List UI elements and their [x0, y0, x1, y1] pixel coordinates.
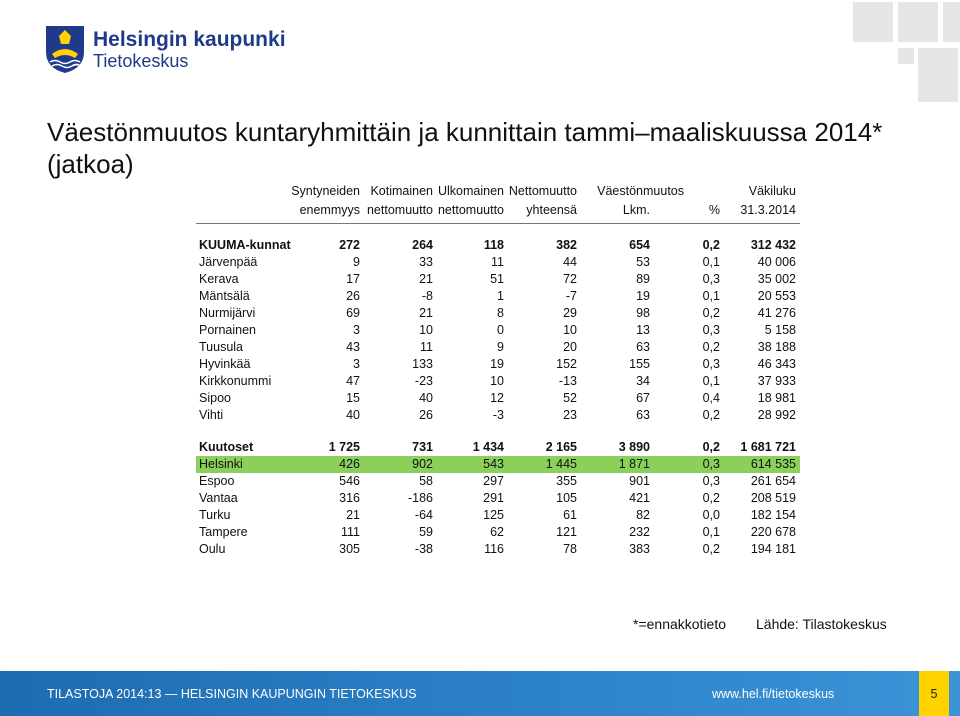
cell-births: 111 [340, 525, 360, 539]
header-netmig-line2: yhteensä [526, 203, 577, 217]
deco-square [898, 2, 938, 42]
table-row [196, 524, 800, 541]
cell-netmig: 382 [556, 238, 577, 252]
cell-percent: 0,2 [702, 238, 720, 252]
cell-count: 383 [629, 542, 650, 556]
header-births-line1: Syntyneiden [291, 184, 360, 198]
cell-percent: 0,2 [702, 408, 720, 422]
cell-births: 272 [339, 238, 360, 252]
cell-population: 208 519 [750, 491, 796, 505]
header-count: Lkm. [622, 203, 650, 217]
row-name: Järvenpää [199, 255, 258, 269]
cell-count: 901 [629, 474, 650, 488]
table-row [196, 339, 800, 356]
cell-foreign: 0 [497, 323, 504, 337]
cell-foreign: 62 [490, 525, 504, 539]
cell-domestic: 21 [419, 272, 433, 286]
cell-population: 40 006 [757, 255, 796, 269]
cell-births: 26 [346, 289, 360, 303]
cell-births: 3 [353, 357, 360, 371]
cell-population: 20 553 [757, 289, 796, 303]
table-row [196, 356, 800, 373]
row-name: Helsinki [199, 457, 243, 471]
city-logo [44, 24, 284, 74]
cell-count: 63 [636, 408, 650, 422]
row-name: Mäntsälä [199, 289, 250, 303]
cell-domestic: 26 [419, 408, 433, 422]
cell-netmig: 29 [563, 306, 577, 320]
cell-count: 654 [629, 238, 650, 252]
row-name: Kirkkonummi [199, 374, 272, 388]
cell-domestic: 264 [412, 238, 433, 252]
cell-births: 69 [346, 306, 360, 320]
header-netmig-line1: Nettomuutto [508, 184, 577, 198]
cell-percent: 0,3 [702, 457, 720, 471]
cell-count: 155 [629, 357, 650, 371]
page-number: 5 [930, 687, 938, 701]
cell-foreign: 1 [497, 289, 504, 303]
cell-births: 316 [339, 491, 360, 505]
row-name: Hyvinkää [199, 357, 251, 371]
cell-births: 305 [339, 542, 360, 556]
row-name: Vantaa [199, 491, 238, 505]
cell-netmig: 52 [563, 391, 577, 405]
cell-netmig: 121 [556, 525, 577, 539]
cell-foreign: 543 [483, 457, 504, 471]
header-popchange-line1: Väestönmuutos [597, 184, 684, 198]
footer-bar [0, 671, 960, 716]
cell-foreign: 125 [483, 508, 504, 522]
cell-percent: 0,2 [702, 340, 720, 354]
footer-publication: TILASTOJA 2014:13 — HELSINGIN KAUPUNGIN TIETOKESKUS [47, 687, 417, 701]
deco-square [853, 2, 893, 42]
cell-domestic: -23 [414, 374, 433, 388]
logo-text-unit: Tietokeskus [93, 51, 189, 71]
cell-percent: 0,3 [702, 323, 720, 337]
table-row [196, 541, 800, 558]
table-row [196, 390, 800, 407]
cell-population: 18 981 [757, 391, 796, 405]
cell-percent: 0,2 [702, 542, 720, 556]
cell-foreign: 10 [490, 374, 504, 388]
cell-count: 53 [636, 255, 650, 269]
header-domestic-line1: Kotimainen [370, 184, 433, 198]
cell-foreign: 291 [483, 491, 504, 505]
cell-population: 37 933 [757, 374, 796, 388]
cell-count: 82 [636, 508, 650, 522]
row-name: Sipoo [199, 391, 231, 405]
cell-foreign: 118 [483, 238, 504, 252]
cell-domestic: 731 [412, 440, 433, 454]
cell-foreign: 19 [490, 357, 504, 371]
cell-population: 41 276 [757, 306, 796, 320]
table-row [196, 288, 800, 305]
cell-foreign: 116 [484, 542, 504, 556]
row-name: Nurmijärvi [199, 306, 256, 320]
table-row [196, 507, 800, 524]
row-name: Oulu [199, 542, 226, 556]
helsinki-crest-icon [44, 24, 86, 74]
cell-births: 3 [353, 323, 360, 337]
cell-percent: 0,3 [702, 474, 720, 488]
header-population-line2: 31.3.2014 [740, 203, 796, 217]
cell-domestic: -8 [421, 289, 433, 303]
cell-netmig: 2 165 [545, 440, 577, 454]
table-row [196, 305, 800, 322]
cell-births: 546 [339, 474, 360, 488]
cell-netmig: 44 [563, 255, 577, 269]
cell-netmig: 23 [563, 408, 577, 422]
cell-population: 220 678 [750, 525, 796, 539]
row-name: Pornainen [199, 323, 256, 337]
cell-netmig: 72 [563, 272, 577, 286]
preliminary-note: *=ennakkotieto [633, 616, 727, 632]
header-domestic-line2: nettomuutto [366, 203, 433, 217]
row-name: Kerava [199, 272, 239, 286]
cell-foreign: 8 [497, 306, 504, 320]
cell-netmig: 61 [563, 508, 577, 522]
table-row [196, 254, 800, 271]
cell-births: 426 [339, 457, 360, 471]
cell-foreign: 9 [497, 340, 504, 354]
cell-count: 3 890 [618, 440, 650, 454]
cell-domestic: 59 [419, 525, 433, 539]
cell-births: 9 [353, 255, 360, 269]
row-name: KUUMA-kunnat [199, 238, 291, 252]
table-row [196, 407, 800, 424]
header-percent: % [708, 203, 720, 217]
cell-births: 17 [346, 272, 360, 286]
cell-domestic: 21 [419, 306, 433, 320]
logo-text-city: Helsingin kaupunki [93, 28, 286, 51]
table-row [196, 490, 800, 507]
cell-netmig: 1 445 [545, 457, 577, 471]
cell-domestic: 40 [419, 391, 433, 405]
row-name: Kuutoset [199, 440, 254, 454]
cell-population: 1 681 721 [740, 440, 796, 454]
cell-count: 89 [636, 272, 650, 286]
cell-births: 40 [346, 408, 360, 422]
cell-percent: 0,1 [702, 374, 720, 388]
header-divider [196, 223, 800, 224]
row-name: Tampere [199, 525, 248, 539]
table-row-highlighted [196, 456, 800, 473]
cell-births: 47 [346, 374, 360, 388]
cell-netmig: 10 [563, 323, 577, 337]
page-number-box [919, 671, 949, 716]
cell-births: 21 [346, 508, 360, 522]
cell-domestic: -186 [407, 491, 433, 505]
cell-domestic: -38 [414, 542, 433, 556]
row-name: Tuusula [199, 340, 244, 354]
cell-count: 63 [636, 340, 650, 354]
cell-domestic: 10 [419, 323, 433, 337]
cell-percent: 0,1 [702, 525, 720, 539]
cell-percent: 0,1 [702, 255, 720, 269]
cell-domestic: 33 [419, 255, 433, 269]
page-title: Väestönmuutos kuntaryhmittäin ja kunnittain tammi–maaliskuussa 2014* (jatkoa) [47, 117, 883, 179]
header-foreign-line2: nettomuutto [437, 203, 504, 217]
cell-births: 1 725 [328, 440, 360, 454]
table-row [196, 322, 800, 339]
cell-population: 194 181 [750, 542, 796, 556]
cell-netmig: 152 [556, 357, 577, 371]
cell-count: 1 871 [618, 457, 650, 471]
cell-count: 13 [636, 323, 650, 337]
header-births-line2: enemmyys [299, 203, 360, 217]
cell-births: 15 [346, 391, 360, 405]
cell-population: 614 535 [750, 457, 796, 471]
deco-square [918, 48, 958, 102]
cell-foreign: 12 [490, 391, 504, 405]
cell-count: 67 [636, 391, 650, 405]
cell-domestic: 58 [419, 474, 433, 488]
cell-foreign: -3 [492, 408, 504, 422]
cell-count: 98 [636, 306, 650, 320]
cell-count: 34 [636, 374, 650, 388]
cell-foreign: 1 434 [472, 440, 504, 454]
footer-website-link[interactable]: www.hel.fi/tietokeskus [712, 687, 835, 701]
table-row [196, 473, 800, 490]
cell-percent: 0,3 [702, 357, 720, 371]
cell-domestic: 902 [412, 457, 433, 471]
cell-percent: 0,4 [702, 391, 720, 405]
cell-netmig: 355 [556, 474, 577, 488]
cell-count: 19 [636, 289, 650, 303]
table-row [196, 439, 800, 456]
cell-count: 232 [629, 525, 650, 539]
cell-foreign: 297 [483, 474, 504, 488]
cell-population: 28 992 [757, 408, 796, 422]
cell-count: 421 [629, 491, 650, 505]
deco-square [898, 48, 914, 64]
row-name: Vihti [199, 408, 224, 422]
cell-population: 5 158 [764, 323, 796, 337]
table-row [196, 373, 800, 390]
row-name: Turku [199, 508, 231, 522]
cell-percent: 0,2 [702, 306, 720, 320]
table-row [196, 271, 800, 288]
header-population-line1: Väkiluku [748, 184, 796, 198]
table-row [196, 237, 800, 254]
cell-percent: 0,2 [702, 440, 720, 454]
cell-foreign: 51 [490, 272, 504, 286]
cell-population: 261 654 [750, 474, 796, 488]
cell-percent: 0,2 [702, 491, 720, 505]
cell-netmig: -13 [558, 374, 577, 388]
source-note: Lähde: Tilastokeskus [756, 616, 887, 632]
row-name: Espoo [199, 474, 235, 488]
cell-population: 38 188 [757, 340, 796, 354]
cell-domestic: -64 [414, 508, 433, 522]
cell-foreign: 11 [491, 255, 504, 269]
cell-population: 182 154 [750, 508, 796, 522]
cell-percent: 0,3 [702, 272, 720, 286]
cell-percent: 0,1 [702, 289, 720, 303]
cell-netmig: 78 [563, 542, 577, 556]
cell-population: 46 343 [757, 357, 796, 371]
cell-netmig: 105 [556, 491, 577, 505]
deco-square [943, 2, 960, 42]
cell-percent: 0,0 [702, 508, 720, 522]
cell-netmig: 20 [563, 340, 577, 354]
cell-domestic: 133 [412, 357, 433, 371]
cell-births: 43 [346, 340, 360, 354]
header-foreign-line1: Ulkomainen [437, 184, 504, 198]
cell-population: 35 002 [757, 272, 796, 286]
cell-population: 312 432 [750, 238, 796, 252]
cell-netmig: -7 [565, 289, 577, 303]
cell-domestic: 11 [420, 340, 433, 354]
